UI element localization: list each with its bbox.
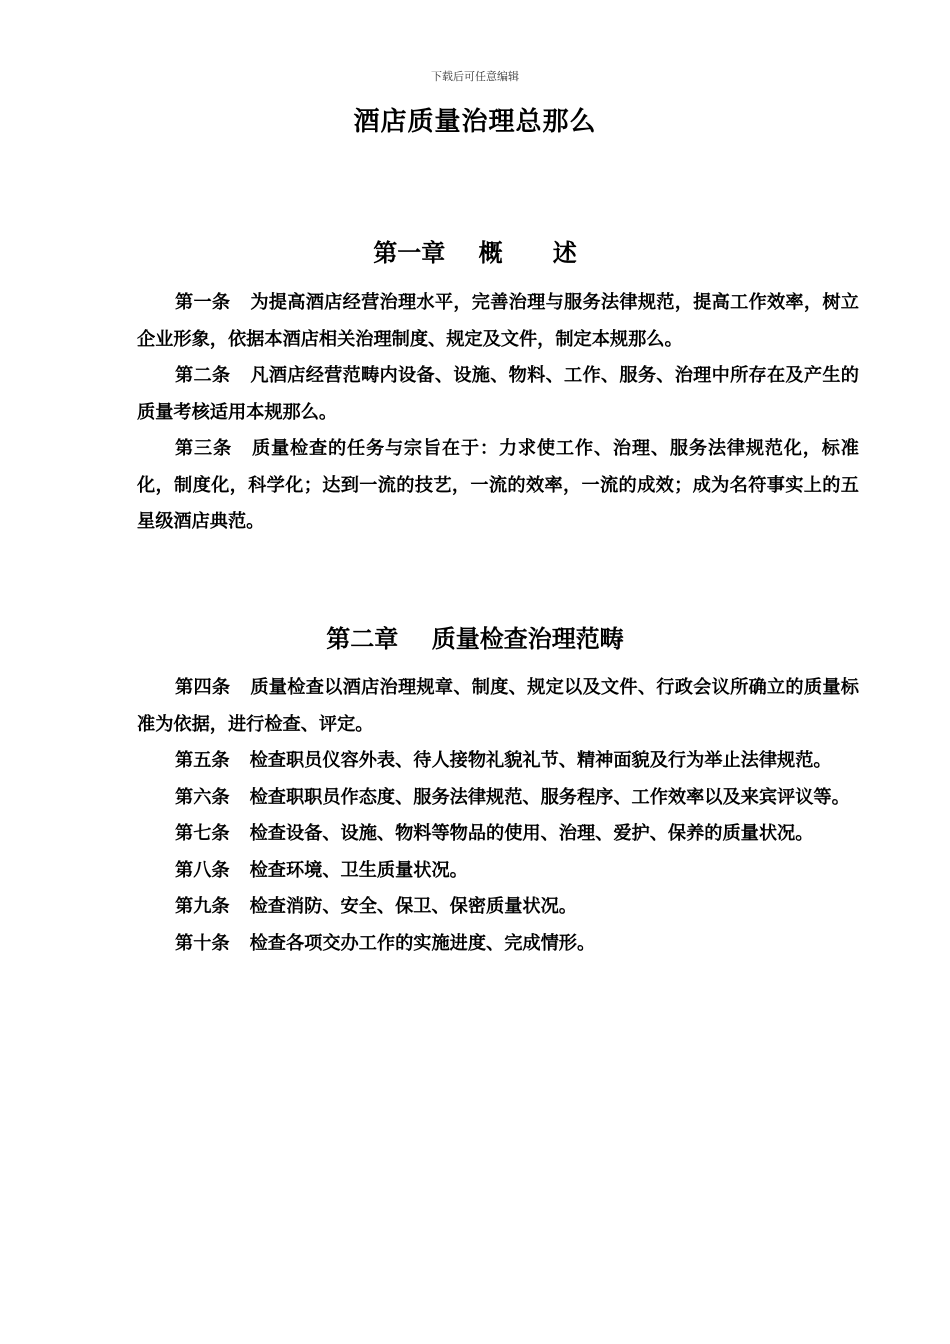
article-2 — [137, 358, 859, 431]
article-label: 第三条 — [175, 438, 232, 459]
article-9 — [137, 889, 859, 926]
article-text: 质量检查的任务与宗旨在于：力求使工作、治理、服务法律规范化，标准化，制度化，科学化；达到一流的技艺，一流的效率，一流的成效；成为名符事实上的五星级酒店典范。 — [137, 438, 859, 532]
article-text: 检查各项交办工作的实施进度、完成情形。 — [249, 932, 596, 954]
article-text: 检查环境、卫生质量状况。 — [249, 859, 468, 881]
article-10 — [137, 926, 859, 963]
chapter-2-articles — [137, 670, 859, 962]
article-label: 第四条 — [175, 677, 231, 698]
article-text: 质量检查以酒店治理规章、制度、规定以及文件、行政会议所确立的质量标准为依据，进行检查、评定。 — [137, 677, 859, 735]
article-text: 检查职员仪容外表、待人接物礼貌礼节、精神面貌及行为举止法律规范。 — [249, 750, 832, 771]
article-label: 第五条 — [175, 750, 230, 771]
article-6 — [137, 780, 859, 817]
article-text: 凡酒店经营范畴内设备、设施、物料、工作、服务、治理中所存在及产生的质量考核适用本规那么。 — [137, 365, 859, 423]
article-label: 第八条 — [175, 859, 230, 881]
article-label: 第七条 — [175, 823, 230, 844]
article-5 — [137, 743, 859, 780]
article-1 — [137, 285, 859, 358]
document-title: 酒店质量治理总那么 — [353, 107, 597, 137]
chapter-1-articles — [137, 285, 859, 541]
article-3 — [137, 431, 859, 541]
article-text: 检查设备、设施、物料等物品的使用、治理、爱护、保养的质量状况。 — [249, 823, 814, 844]
article-label: 第十条 — [175, 932, 230, 954]
article-4 — [137, 670, 859, 743]
chapter-2-title: 第二章 质量检查治理范畴 — [326, 624, 624, 653]
article-text: 检查消防、安全、保卫、保密质量状况。 — [249, 896, 577, 917]
article-text: 为提高酒店经营治理水平，完善治理与服务法律规范，提高工作效率，树立企业形象，依据本酒店相关治理制度、规定及文件，制定本规那么。 — [137, 292, 859, 350]
article-8 — [137, 853, 859, 890]
article-label: 第九条 — [175, 896, 230, 917]
article-7 — [137, 816, 859, 853]
article-text: 检查职职员作态度、服务法律规范、服务程序、工作效率以及来宾评议等。 — [249, 786, 850, 808]
article-label: 第二条 — [175, 365, 231, 386]
chapter-1-title: 第一章 概 述 — [373, 238, 577, 267]
header-note: 下载后可任意编辑 — [431, 70, 519, 83]
article-label: 第六条 — [175, 786, 230, 808]
article-label: 第一条 — [175, 292, 231, 313]
